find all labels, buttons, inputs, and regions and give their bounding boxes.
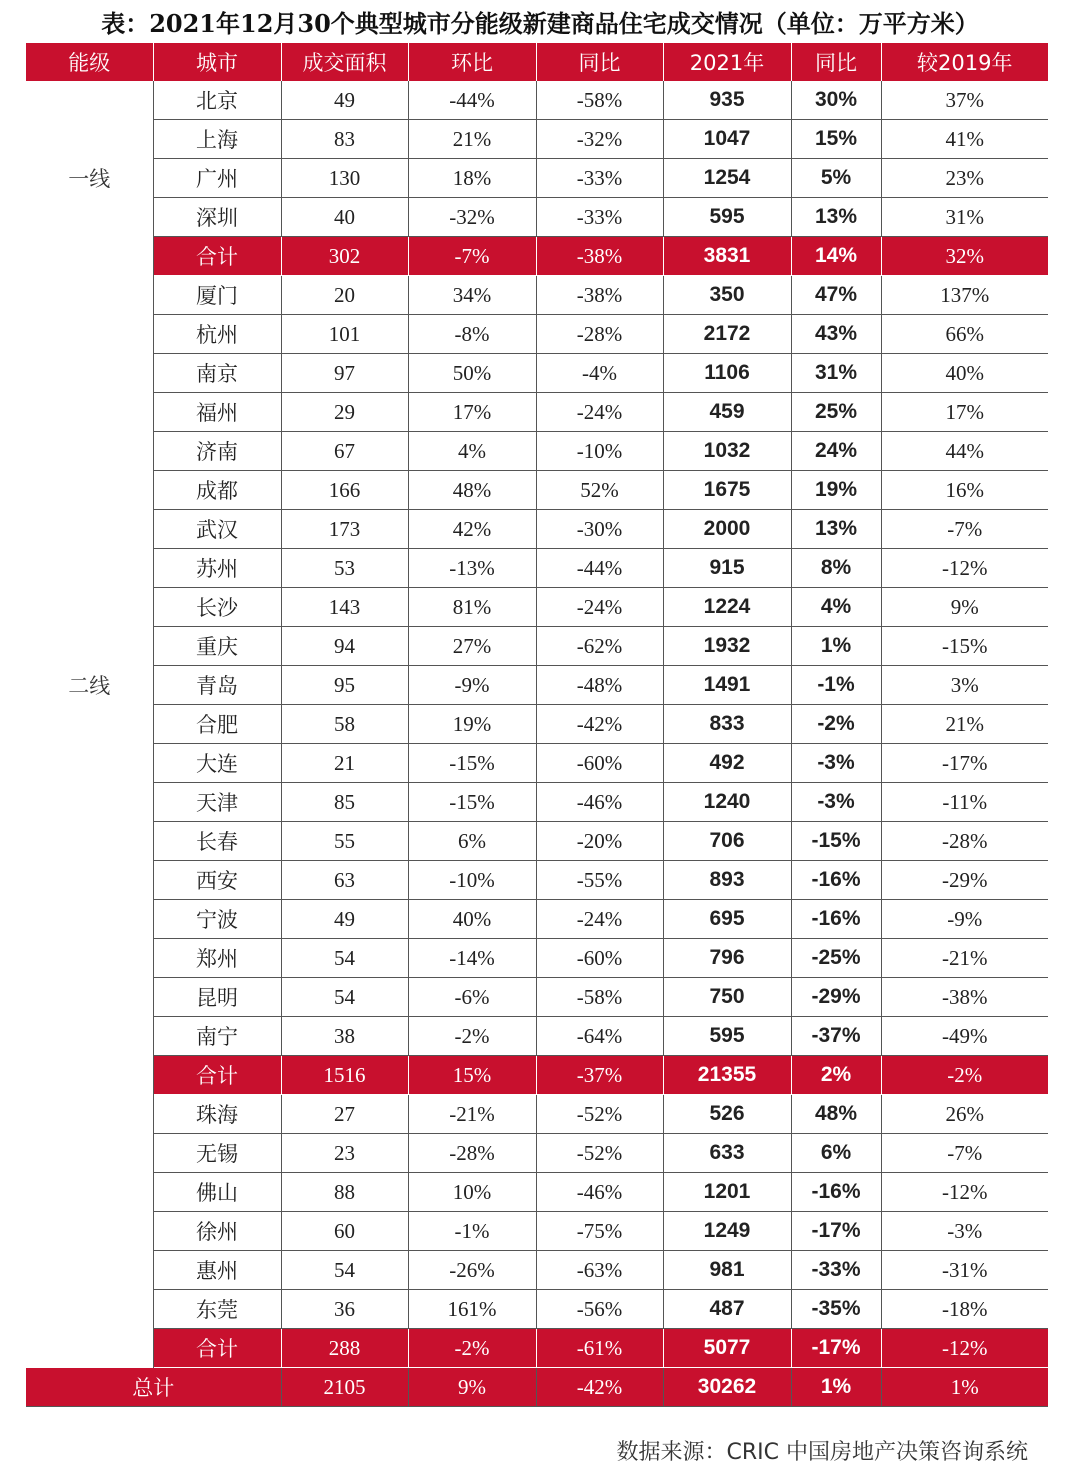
cell-value: 21% [881, 705, 1048, 744]
table-row [26, 666, 1048, 705]
cell-value: -10% [536, 432, 663, 471]
subtotal-value: -17% [791, 1329, 881, 1368]
cell-value: 16% [881, 471, 1048, 510]
cell-value: 1254 [663, 159, 791, 198]
cell-value: 10% [408, 1173, 536, 1212]
cell-value: 5% [791, 159, 881, 198]
cell-value: 695 [663, 900, 791, 939]
cell-value: -28% [408, 1134, 536, 1173]
cell-value: 54 [281, 939, 408, 978]
cell-value: -15% [791, 822, 881, 861]
table-row [26, 744, 1048, 783]
grand-total-row [26, 1368, 1048, 1407]
grand-total-value: 1% [881, 1368, 1048, 1407]
cell-value: 52% [536, 471, 663, 510]
table-row [26, 627, 1048, 666]
cell-value: 38 [281, 1017, 408, 1056]
table-row [26, 1095, 1048, 1134]
cell-value: 487 [663, 1290, 791, 1329]
cell-value: -13% [408, 549, 536, 588]
cell-value: -12% [881, 1173, 1048, 1212]
cell-value: 34% [408, 276, 536, 315]
city-name: 无锡 [153, 1134, 281, 1173]
city-name: 杭州 [153, 315, 281, 354]
cell-value: 350 [663, 276, 791, 315]
table-row [26, 354, 1048, 393]
cell-value: 893 [663, 861, 791, 900]
cell-value: -4% [536, 354, 663, 393]
cell-value: 23% [881, 159, 1048, 198]
cell-value: 58 [281, 705, 408, 744]
cell-value: 66% [881, 315, 1048, 354]
cell-value: -18% [881, 1290, 1048, 1329]
subtotal-value: 5077 [663, 1329, 791, 1368]
cell-value: 17% [881, 393, 1048, 432]
cell-value: 15% [791, 120, 881, 159]
cell-value: -48% [536, 666, 663, 705]
city-name: 合肥 [153, 705, 281, 744]
subtotal-value: 3831 [663, 237, 791, 276]
table-row [26, 549, 1048, 588]
city-name: 东莞 [153, 1290, 281, 1329]
cell-value: 981 [663, 1251, 791, 1290]
cell-value: 1032 [663, 432, 791, 471]
cell-value: -1% [791, 666, 881, 705]
cell-value: -14% [408, 939, 536, 978]
subtotal-value: 21355 [663, 1056, 791, 1095]
cell-value: -42% [536, 705, 663, 744]
cell-value: 166 [281, 471, 408, 510]
cell-value: 49 [281, 81, 408, 120]
table-row [26, 198, 1048, 237]
cell-value: -3% [791, 783, 881, 822]
cell-value: 750 [663, 978, 791, 1017]
cell-value: 161% [408, 1290, 536, 1329]
cell-value: 18% [408, 159, 536, 198]
cell-value: 915 [663, 549, 791, 588]
cell-value: -33% [536, 198, 663, 237]
cell-value: 43% [791, 315, 881, 354]
subtotal-row [26, 1056, 1048, 1095]
table-row [26, 1251, 1048, 1290]
cell-value: 13% [791, 198, 881, 237]
cell-value: -30% [536, 510, 663, 549]
cell-value: -28% [881, 822, 1048, 861]
cell-value: -7% [881, 510, 1048, 549]
cell-value: 2000 [663, 510, 791, 549]
cell-value: 55 [281, 822, 408, 861]
cell-value: 21% [408, 120, 536, 159]
cell-value: 48% [408, 471, 536, 510]
cell-value: 101 [281, 315, 408, 354]
table-row [26, 978, 1048, 1017]
cell-value: -10% [408, 861, 536, 900]
cell-value: -60% [536, 939, 663, 978]
subtotal-value: -2% [408, 1329, 536, 1368]
cell-value: 83 [281, 120, 408, 159]
cell-value: -29% [791, 978, 881, 1017]
cell-value: 53 [281, 549, 408, 588]
cell-value: -49% [881, 1017, 1048, 1056]
cell-value: 633 [663, 1134, 791, 1173]
cell-value: 67 [281, 432, 408, 471]
table-row [26, 159, 1048, 198]
cell-value: 42% [408, 510, 536, 549]
cell-value: 27 [281, 1095, 408, 1134]
cell-value: -2% [791, 705, 881, 744]
grand-total-value: 30262 [663, 1368, 791, 1407]
cell-value: 459 [663, 393, 791, 432]
cell-value: -33% [536, 159, 663, 198]
city-name: 济南 [153, 432, 281, 471]
cell-value: -21% [881, 939, 1048, 978]
cell-value: 9% [881, 588, 1048, 627]
cell-value: -29% [881, 861, 1048, 900]
cell-value: 492 [663, 744, 791, 783]
subtotal-value: 14% [791, 237, 881, 276]
cell-value: -24% [536, 588, 663, 627]
cell-value: 31% [791, 354, 881, 393]
cell-value: -16% [791, 861, 881, 900]
cell-value: 17% [408, 393, 536, 432]
cell-value: 20 [281, 276, 408, 315]
cell-value: 595 [663, 1017, 791, 1056]
data-source: 数据来源：CRIC 中国房地产决策咨询系统 [616, 1440, 1028, 1465]
cell-value: -56% [536, 1290, 663, 1329]
cell-value: 1201 [663, 1173, 791, 1212]
subtotal-value: 32% [881, 237, 1048, 276]
cell-value: 1047 [663, 120, 791, 159]
table-row [26, 783, 1048, 822]
cell-value: -38% [881, 978, 1048, 1017]
cell-value: -26% [408, 1251, 536, 1290]
cell-value: 40% [408, 900, 536, 939]
city-name: 珠海 [153, 1095, 281, 1134]
cell-value: -46% [536, 1173, 663, 1212]
subtotal-value: -38% [536, 237, 663, 276]
cell-value: -16% [791, 900, 881, 939]
cell-value: 130 [281, 159, 408, 198]
cell-value: -20% [536, 822, 663, 861]
tier-label: 二线 [26, 276, 153, 1095]
cell-value: 81% [408, 588, 536, 627]
cell-value: -12% [881, 549, 1048, 588]
cell-value: 19% [408, 705, 536, 744]
table-row [26, 471, 1048, 510]
cell-value: -17% [881, 744, 1048, 783]
subtotal-value: -37% [536, 1056, 663, 1095]
city-name: 徐州 [153, 1212, 281, 1251]
cell-value: 27% [408, 627, 536, 666]
cell-value: -16% [791, 1173, 881, 1212]
table-row [26, 315, 1048, 354]
cell-value: 47% [791, 276, 881, 315]
table-row [26, 822, 1048, 861]
cell-value: 37% [881, 81, 1048, 120]
city-name: 天津 [153, 783, 281, 822]
tier-label [26, 1095, 153, 1368]
city-name: 武汉 [153, 510, 281, 549]
subtotal-value: 288 [281, 1329, 408, 1368]
cell-value: 29 [281, 393, 408, 432]
cell-value: -7% [881, 1134, 1048, 1173]
cell-value: -21% [408, 1095, 536, 1134]
cell-value: 54 [281, 1251, 408, 1290]
cell-value: 143 [281, 588, 408, 627]
cell-value: 8% [791, 549, 881, 588]
header-mom: 环比 [408, 43, 536, 81]
cell-value: 94 [281, 627, 408, 666]
cell-value: -25% [791, 939, 881, 978]
cell-value: 25% [791, 393, 881, 432]
cell-value: -35% [791, 1290, 881, 1329]
table-body [26, 81, 1048, 1407]
cell-value: 6% [791, 1134, 881, 1173]
cell-value: -52% [536, 1095, 663, 1134]
cell-value: -58% [536, 81, 663, 120]
table-title: 表：2021年12月30个典型城市分能级新建商品住宅成交情况（单位：万平方米） [101, 9, 979, 38]
cell-value: 88 [281, 1173, 408, 1212]
tier-label: 一线 [26, 81, 153, 276]
cell-value: -46% [536, 783, 663, 822]
cell-value: -62% [536, 627, 663, 666]
cell-value: -9% [881, 900, 1048, 939]
cell-value: 63 [281, 861, 408, 900]
cell-value: -58% [536, 978, 663, 1017]
city-name: 宁波 [153, 900, 281, 939]
table-row [26, 276, 1048, 315]
cell-value: 40 [281, 198, 408, 237]
cell-value: -75% [536, 1212, 663, 1251]
header-tier: 能级 [26, 43, 153, 81]
subtotal-row [26, 1329, 1048, 1368]
cell-value: -63% [536, 1251, 663, 1290]
cell-value: 97 [281, 354, 408, 393]
grand-total-value: 2105 [281, 1368, 408, 1407]
table-row [26, 120, 1048, 159]
table-row [26, 705, 1048, 744]
cell-value: 137% [881, 276, 1048, 315]
cell-value: 526 [663, 1095, 791, 1134]
cell-value: 54 [281, 978, 408, 1017]
cell-value: -17% [791, 1212, 881, 1251]
subtotal-value: 15% [408, 1056, 536, 1095]
city-name: 长沙 [153, 588, 281, 627]
table-row [26, 81, 1048, 120]
cell-value: -44% [408, 81, 536, 120]
cell-value: 833 [663, 705, 791, 744]
cell-value: -8% [408, 315, 536, 354]
cell-value: 50% [408, 354, 536, 393]
grand-total-value: 9% [408, 1368, 536, 1407]
cell-value: -3% [881, 1212, 1048, 1251]
header-vs-2019: 较2019年 [881, 43, 1048, 81]
cell-value: 4% [408, 432, 536, 471]
city-name: 广州 [153, 159, 281, 198]
cell-value: 595 [663, 198, 791, 237]
city-name: 青岛 [153, 666, 281, 705]
city-name: 重庆 [153, 627, 281, 666]
cell-value: 1249 [663, 1212, 791, 1251]
header-2021-yoy: 同比 [791, 43, 881, 81]
cell-value: -3% [791, 744, 881, 783]
cell-value: -38% [536, 276, 663, 315]
cell-value: 706 [663, 822, 791, 861]
cell-value: 13% [791, 510, 881, 549]
subtotal-label: 合计 [153, 1056, 281, 1095]
cell-value: 31% [881, 198, 1048, 237]
cell-value: 6% [408, 822, 536, 861]
subtotal-value: -12% [881, 1329, 1048, 1368]
cell-value: 2172 [663, 315, 791, 354]
cell-value: 796 [663, 939, 791, 978]
city-name: 北京 [153, 81, 281, 120]
city-name: 福州 [153, 393, 281, 432]
city-name: 西安 [153, 861, 281, 900]
header-yoy: 同比 [536, 43, 663, 81]
table-row [26, 1212, 1048, 1251]
table-row [26, 1134, 1048, 1173]
cell-value: -15% [881, 627, 1048, 666]
subtotal-value: -2% [881, 1056, 1048, 1095]
city-name: 深圳 [153, 198, 281, 237]
city-name: 大连 [153, 744, 281, 783]
cell-value: -11% [881, 783, 1048, 822]
cell-value: 935 [663, 81, 791, 120]
cell-value: -64% [536, 1017, 663, 1056]
subtotal-label: 合计 [153, 1329, 281, 1368]
cell-value: 1675 [663, 471, 791, 510]
cell-value: 95 [281, 666, 408, 705]
table-row [26, 1290, 1048, 1329]
grand-total-value: 1% [791, 1368, 881, 1407]
cell-value: 173 [281, 510, 408, 549]
cell-value: 85 [281, 783, 408, 822]
cell-value: 1240 [663, 783, 791, 822]
city-name: 厦门 [153, 276, 281, 315]
city-name: 郑州 [153, 939, 281, 978]
table-row [26, 510, 1048, 549]
grand-total-value: -42% [536, 1368, 663, 1407]
table-row [26, 1017, 1048, 1056]
cell-value: -2% [408, 1017, 536, 1056]
subtotal-value: 2% [791, 1056, 881, 1095]
table-row [26, 1173, 1048, 1212]
cell-value: 1% [791, 627, 881, 666]
cell-value: -60% [536, 744, 663, 783]
cell-value: -6% [408, 978, 536, 1017]
cell-value: 40% [881, 354, 1048, 393]
subtotal-value: -61% [536, 1329, 663, 1368]
cell-value: 1224 [663, 588, 791, 627]
city-name: 上海 [153, 120, 281, 159]
cell-value: 19% [791, 471, 881, 510]
cell-value: 44% [881, 432, 1048, 471]
city-name: 成都 [153, 471, 281, 510]
cell-value: -31% [881, 1251, 1048, 1290]
cell-value: 48% [791, 1095, 881, 1134]
subtotal-value: 302 [281, 237, 408, 276]
city-name: 苏州 [153, 549, 281, 588]
subtotal-label: 合计 [153, 237, 281, 276]
city-name: 长春 [153, 822, 281, 861]
cell-value: 1106 [663, 354, 791, 393]
cell-value: -24% [536, 900, 663, 939]
table-row [26, 393, 1048, 432]
cell-value: 1491 [663, 666, 791, 705]
cell-value: -37% [791, 1017, 881, 1056]
cell-value: 1932 [663, 627, 791, 666]
subtotal-row [26, 237, 1048, 276]
cell-value: 60 [281, 1212, 408, 1251]
cell-value: -15% [408, 744, 536, 783]
cell-value: -24% [536, 393, 663, 432]
cell-value: -15% [408, 783, 536, 822]
cell-value: 41% [881, 120, 1048, 159]
cell-value: -52% [536, 1134, 663, 1173]
cell-value: -32% [536, 120, 663, 159]
table-row [26, 588, 1048, 627]
cell-value: 36 [281, 1290, 408, 1329]
table-row [26, 900, 1048, 939]
cell-value: -44% [536, 549, 663, 588]
header-2021: 2021年 [663, 43, 791, 81]
header-city: 城市 [153, 43, 281, 81]
city-name: 昆明 [153, 978, 281, 1017]
cell-value: -32% [408, 198, 536, 237]
cell-value: -1% [408, 1212, 536, 1251]
cell-value: 3% [881, 666, 1048, 705]
cell-value: 49 [281, 900, 408, 939]
table-row [26, 432, 1048, 471]
city-name: 惠州 [153, 1251, 281, 1290]
subtotal-value: 1516 [281, 1056, 408, 1095]
cell-value: -9% [408, 666, 536, 705]
transaction-table [26, 43, 1048, 1407]
city-name: 南京 [153, 354, 281, 393]
cell-value: 24% [791, 432, 881, 471]
header-area: 成交面积 [281, 43, 408, 81]
cell-value: -33% [791, 1251, 881, 1290]
cell-value: 30% [791, 81, 881, 120]
cell-value: 26% [881, 1095, 1048, 1134]
cell-value: -55% [536, 861, 663, 900]
cell-value: 21 [281, 744, 408, 783]
table-row [26, 939, 1048, 978]
table-row [26, 861, 1048, 900]
cell-value: -28% [536, 315, 663, 354]
cell-value: 4% [791, 588, 881, 627]
city-name: 佛山 [153, 1173, 281, 1212]
grand-total-label: 总计 [26, 1368, 281, 1407]
subtotal-value: -7% [408, 237, 536, 276]
header-row [26, 43, 1048, 81]
city-name: 南宁 [153, 1017, 281, 1056]
cell-value: 23 [281, 1134, 408, 1173]
